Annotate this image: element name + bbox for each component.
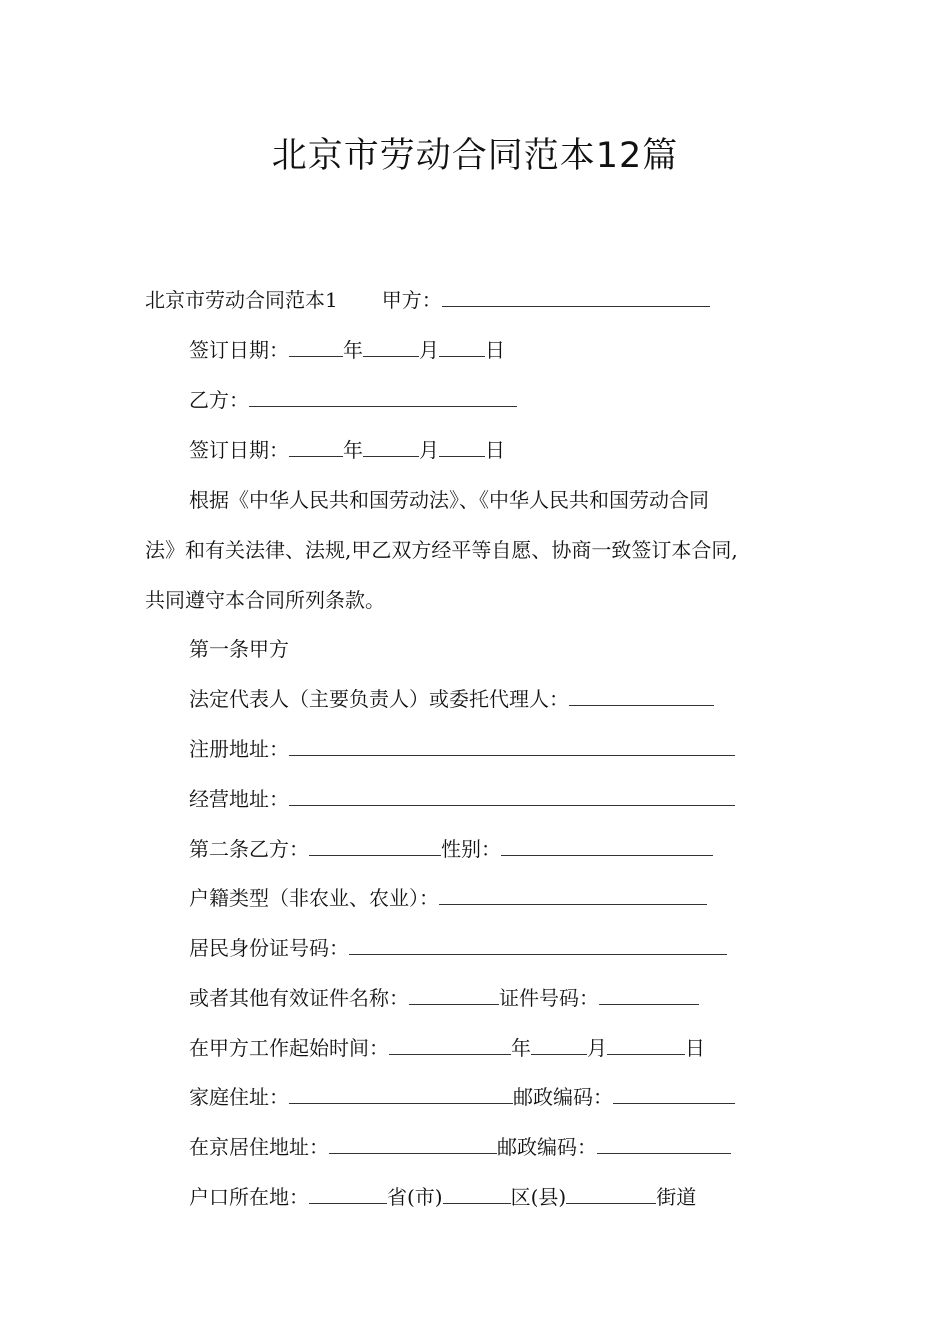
blank (309, 835, 441, 856)
party-b-label: 乙方： (189, 388, 249, 412)
blank (289, 1083, 513, 1104)
blank (443, 1183, 511, 1204)
doc-heading: 北京市劳动合同范本1 (145, 288, 338, 312)
bj-addr-label: 在京居住地址： (189, 1135, 329, 1159)
blank (409, 984, 499, 1005)
paragraph-line-3: 共同遵守本合同所列条款。 (145, 588, 385, 612)
blank (389, 1034, 511, 1055)
blank (363, 336, 419, 357)
blank (289, 436, 343, 457)
heading-row (145, 286, 710, 314)
year-label: 年 (343, 338, 363, 362)
district-label: 区(县) (510, 1185, 567, 1209)
hukou-type-label: 户籍类型（非农业、农业）： (189, 886, 439, 910)
blank (607, 1034, 685, 1055)
page-title: 北京市劳动合同范本12篇 (271, 136, 679, 176)
sign-date-row-a (189, 336, 505, 364)
blank (439, 884, 707, 905)
party-a-blank (442, 286, 710, 307)
blank (597, 1133, 731, 1154)
street-label: 街道 (656, 1185, 697, 1209)
day-label: 日 (485, 438, 505, 462)
gender-label: 性别： (441, 837, 501, 861)
paragraph-line-1: 根据《中华人民共和国劳动法》、《中华人民共和国劳动合同 (189, 488, 709, 512)
biz-addr-label: 经营地址： (189, 787, 289, 811)
blank (569, 685, 714, 706)
reg-addr-label: 注册地址： (189, 737, 289, 761)
blank (531, 1034, 587, 1055)
blank (439, 336, 485, 357)
month-label: 月 (419, 338, 439, 362)
blank (289, 785, 735, 806)
sign-date-row-b (189, 436, 505, 464)
bj-addr-row (189, 1133, 731, 1161)
blank (363, 436, 419, 457)
id-no-label: 居民身份证号码： (189, 936, 349, 960)
start-time-row (189, 1034, 705, 1062)
year-label: 年 (511, 1036, 531, 1060)
blank (566, 1183, 656, 1204)
id-no-row (189, 934, 727, 962)
blank (599, 984, 699, 1005)
party-b-blank (249, 386, 517, 407)
other-id-label: 或者其他有效证件名称： (189, 986, 409, 1010)
month-label: 月 (419, 438, 439, 462)
cert-no-label: 证件号码： (499, 986, 599, 1010)
postcode-label: 邮政编码： (497, 1135, 597, 1159)
blank (439, 436, 485, 457)
hukou-loc-row (189, 1183, 696, 1211)
article-2-label: 第二条乙方： (189, 837, 309, 861)
blank (309, 1183, 387, 1204)
home-addr-label: 家庭住址： (189, 1085, 289, 1109)
blank (613, 1083, 735, 1104)
blank (289, 336, 343, 357)
blank (289, 735, 735, 756)
other-id-row (189, 984, 699, 1012)
party-a-label: 甲方： (381, 288, 442, 312)
legal-rep-label: 法定代表人（主要负责人）或委托代理人： (189, 687, 569, 711)
paragraph-line-2: 法》和有关法律、法规,甲乙双方经平等自愿、协商一致签订本合同, (145, 538, 738, 562)
month-label: 月 (587, 1036, 607, 1060)
start-time-label: 在甲方工作起始时间： (189, 1036, 389, 1060)
sign-date-label: 签订日期： (189, 438, 289, 462)
year-label: 年 (343, 438, 363, 462)
legal-rep-row (189, 685, 714, 713)
hukou-loc-label: 户口所在地： (189, 1185, 309, 1209)
blank (349, 934, 727, 955)
province-label: 省(市) (387, 1185, 443, 1209)
biz-addr-row (189, 785, 735, 813)
postcode-label: 邮政编码： (513, 1085, 613, 1109)
article-1: 第一条甲方 (189, 637, 289, 661)
home-addr-row (189, 1083, 735, 1111)
blank (501, 835, 713, 856)
blank (329, 1133, 497, 1154)
day-label: 日 (485, 338, 505, 362)
sign-date-label: 签订日期： (189, 338, 289, 362)
hukou-type-row (189, 884, 707, 912)
day-label: 日 (685, 1036, 705, 1060)
party-b-row (189, 386, 517, 414)
reg-addr-row (189, 735, 735, 763)
article-2-row (189, 835, 713, 863)
